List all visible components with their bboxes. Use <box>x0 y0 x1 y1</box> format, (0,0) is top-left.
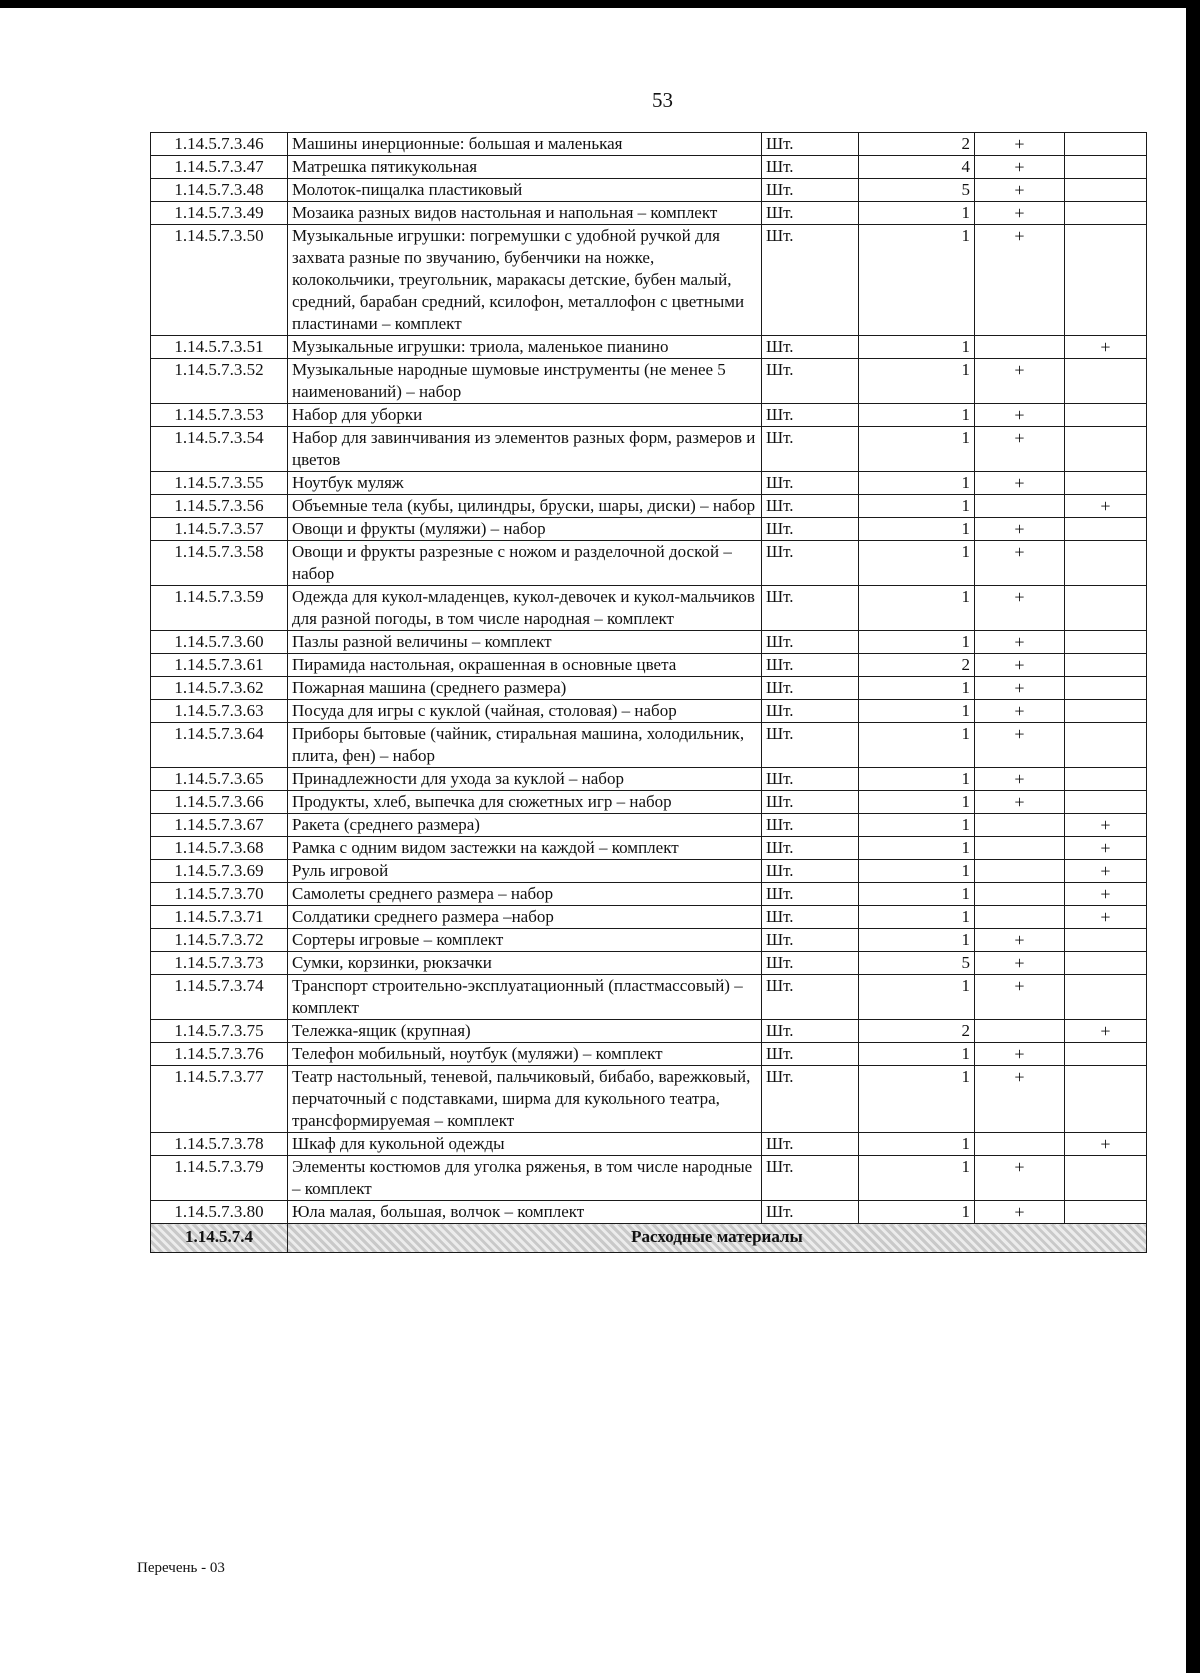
row-qty: 1 <box>859 202 975 225</box>
table-row <box>151 768 1147 791</box>
row-mark-2 <box>1065 427 1147 472</box>
table-row <box>151 541 1147 586</box>
section-title: Расходные материалы <box>288 1224 1147 1253</box>
row-unit: Шт. <box>762 225 859 336</box>
row-mark-2 <box>1065 1066 1147 1133</box>
row-name: Машины инерционные: большая и маленькая <box>288 133 762 156</box>
row-unit: Шт. <box>762 179 859 202</box>
row-name: Рамка с одним видом застежки на каждой – комплект <box>288 837 762 860</box>
row-mark-1: + <box>975 975 1065 1020</box>
row-name: Матрешка пятикукольная <box>288 156 762 179</box>
row-name: Набор для уборки <box>288 404 762 427</box>
row-mark-2 <box>1065 1201 1147 1224</box>
row-unit: Шт. <box>762 133 859 156</box>
row-qty: 1 <box>859 768 975 791</box>
row-qty: 1 <box>859 814 975 837</box>
row-mark-2 <box>1065 791 1147 814</box>
row-unit: Шт. <box>762 336 859 359</box>
row-code: 1.14.5.7.3.54 <box>151 427 288 472</box>
row-unit: Шт. <box>762 156 859 179</box>
table-row <box>151 700 1147 723</box>
row-unit: Шт. <box>762 1156 859 1201</box>
row-mark-2 <box>1065 472 1147 495</box>
row-unit: Шт. <box>762 814 859 837</box>
row-qty: 1 <box>859 336 975 359</box>
row-mark-2: + <box>1065 837 1147 860</box>
row-name: Посуда для игры с куклой (чайная, столовая) – набор <box>288 700 762 723</box>
row-mark-1: + <box>975 472 1065 495</box>
table-row <box>151 133 1147 156</box>
row-code: 1.14.5.7.3.50 <box>151 225 288 336</box>
row-name: Мозаика разных видов настольная и напольная – комплект <box>288 202 762 225</box>
table-row <box>151 495 1147 518</box>
row-mark-2 <box>1065 929 1147 952</box>
table-row <box>151 1201 1147 1224</box>
table-row <box>151 654 1147 677</box>
table-row <box>151 1066 1147 1133</box>
row-qty: 1 <box>859 975 975 1020</box>
row-unit: Шт. <box>762 837 859 860</box>
row-unit: Шт. <box>762 906 859 929</box>
row-mark-2 <box>1065 1043 1147 1066</box>
row-unit: Шт. <box>762 427 859 472</box>
row-qty: 5 <box>859 179 975 202</box>
table-row <box>151 1133 1147 1156</box>
table-row <box>151 677 1147 700</box>
scan-border-right <box>1186 0 1200 1673</box>
row-code: 1.14.5.7.3.65 <box>151 768 288 791</box>
row-name: Руль игровой <box>288 860 762 883</box>
row-mark-2 <box>1065 1156 1147 1201</box>
row-mark-2 <box>1065 518 1147 541</box>
row-qty: 1 <box>859 1201 975 1224</box>
row-code: 1.14.5.7.3.67 <box>151 814 288 837</box>
row-name: Самолеты среднего размера – набор <box>288 883 762 906</box>
row-qty: 1 <box>859 906 975 929</box>
table-row <box>151 1043 1147 1066</box>
row-mark-2 <box>1065 768 1147 791</box>
row-code: 1.14.5.7.3.80 <box>151 1201 288 1224</box>
table-row <box>151 225 1147 336</box>
row-mark-1: + <box>975 952 1065 975</box>
row-mark-1: + <box>975 768 1065 791</box>
row-unit: Шт. <box>762 791 859 814</box>
footer-label: Перечень - 03 <box>137 1560 225 1576</box>
row-mark-1: + <box>975 225 1065 336</box>
row-mark-2: + <box>1065 336 1147 359</box>
row-mark-2 <box>1065 723 1147 768</box>
table-body <box>151 133 1147 1224</box>
table-row <box>151 975 1147 1020</box>
row-mark-2 <box>1065 156 1147 179</box>
table-row <box>151 860 1147 883</box>
row-qty: 1 <box>859 1156 975 1201</box>
row-name: Овощи и фрукты разрезные с ножом и разделочной доской – набор <box>288 541 762 586</box>
row-code: 1.14.5.7.3.47 <box>151 156 288 179</box>
row-qty: 2 <box>859 1020 975 1043</box>
row-unit: Шт. <box>762 1020 859 1043</box>
row-name: Музыкальные игрушки: триола, маленькое пианино <box>288 336 762 359</box>
row-unit: Шт. <box>762 723 859 768</box>
row-mark-2: + <box>1065 860 1147 883</box>
row-qty: 1 <box>859 427 975 472</box>
row-qty: 1 <box>859 404 975 427</box>
row-unit: Шт. <box>762 541 859 586</box>
row-mark-1: + <box>975 156 1065 179</box>
row-qty: 4 <box>859 156 975 179</box>
section-row <box>151 1224 1147 1253</box>
row-name: Пожарная машина (среднего размера) <box>288 677 762 700</box>
row-name: Солдатики среднего размера –набор <box>288 906 762 929</box>
row-mark-1 <box>975 883 1065 906</box>
row-code: 1.14.5.7.3.66 <box>151 791 288 814</box>
row-code: 1.14.5.7.3.52 <box>151 359 288 404</box>
row-mark-1: + <box>975 133 1065 156</box>
row-mark-1 <box>975 906 1065 929</box>
table-row <box>151 837 1147 860</box>
row-code: 1.14.5.7.3.53 <box>151 404 288 427</box>
row-unit: Шт. <box>762 518 859 541</box>
row-qty: 5 <box>859 952 975 975</box>
row-unit: Шт. <box>762 202 859 225</box>
row-code: 1.14.5.7.3.69 <box>151 860 288 883</box>
row-code: 1.14.5.7.3.62 <box>151 677 288 700</box>
table-row <box>151 1156 1147 1201</box>
row-code: 1.14.5.7.3.63 <box>151 700 288 723</box>
row-qty: 1 <box>859 472 975 495</box>
row-mark-1: + <box>975 929 1065 952</box>
row-name: Пазлы разной величины – комплект <box>288 631 762 654</box>
table-row <box>151 156 1147 179</box>
row-qty: 2 <box>859 654 975 677</box>
row-mark-2 <box>1065 952 1147 975</box>
row-name: Овощи и фрукты (муляжи) – набор <box>288 518 762 541</box>
row-name: Ракета (среднего размера) <box>288 814 762 837</box>
row-unit: Шт. <box>762 495 859 518</box>
row-code: 1.14.5.7.3.76 <box>151 1043 288 1066</box>
row-mark-1 <box>975 1020 1065 1043</box>
row-unit: Шт. <box>762 929 859 952</box>
row-name: Набор для завинчивания из элементов разных форм, размеров и цветов <box>288 427 762 472</box>
row-qty: 1 <box>859 929 975 952</box>
row-name: Сортеры игровые – комплект <box>288 929 762 952</box>
row-qty: 1 <box>859 359 975 404</box>
row-code: 1.14.5.7.3.48 <box>151 179 288 202</box>
row-qty: 1 <box>859 677 975 700</box>
row-mark-2: + <box>1065 883 1147 906</box>
row-name: Приборы бытовые (чайник, стиральная машина, холодильник, плита, фен) – набор <box>288 723 762 768</box>
row-code: 1.14.5.7.3.72 <box>151 929 288 952</box>
row-unit: Шт. <box>762 359 859 404</box>
row-mark-2 <box>1065 179 1147 202</box>
row-qty: 1 <box>859 1133 975 1156</box>
row-qty: 1 <box>859 883 975 906</box>
row-mark-1: + <box>975 791 1065 814</box>
row-unit: Шт. <box>762 768 859 791</box>
row-code: 1.14.5.7.3.64 <box>151 723 288 768</box>
row-mark-1: + <box>975 654 1065 677</box>
table-row <box>151 631 1147 654</box>
row-name: Телефон мобильный, ноутбук (муляжи) – комплект <box>288 1043 762 1066</box>
table-row <box>151 359 1147 404</box>
row-name: Продукты, хлеб, выпечка для сюжетных игр – набор <box>288 791 762 814</box>
row-name: Элементы костюмов для уголка ряженья, в том числе народные – комплект <box>288 1156 762 1201</box>
table-row <box>151 929 1147 952</box>
row-unit: Шт. <box>762 677 859 700</box>
table-row <box>151 427 1147 472</box>
table-row <box>151 336 1147 359</box>
row-unit: Шт. <box>762 883 859 906</box>
row-code: 1.14.5.7.3.58 <box>151 541 288 586</box>
row-code: 1.14.5.7.3.56 <box>151 495 288 518</box>
row-mark-1: + <box>975 541 1065 586</box>
row-unit: Шт. <box>762 472 859 495</box>
row-mark-1: + <box>975 427 1065 472</box>
row-unit: Шт. <box>762 1133 859 1156</box>
row-code: 1.14.5.7.3.46 <box>151 133 288 156</box>
row-mark-1 <box>975 860 1065 883</box>
row-mark-2 <box>1065 975 1147 1020</box>
table-row <box>151 723 1147 768</box>
row-mark-1: + <box>975 700 1065 723</box>
row-code: 1.14.5.7.3.78 <box>151 1133 288 1156</box>
row-name: Одежда для кукол-младенцев, кукол-девочек и кукол-мальчиков для разной погоды, в том числе народная – комплект <box>288 586 762 631</box>
row-name: Театр настольный, теневой, пальчиковый, бибабо, варежковый, перчаточный с подставками, ширма для кукольного театра, трансформируемая – комплект <box>288 1066 762 1133</box>
row-name: Принадлежности для ухода за куклой – набор <box>288 768 762 791</box>
row-code: 1.14.5.7.3.68 <box>151 837 288 860</box>
row-qty: 1 <box>859 791 975 814</box>
table-row <box>151 404 1147 427</box>
row-code: 1.14.5.7.3.59 <box>151 586 288 631</box>
row-qty: 1 <box>859 225 975 336</box>
table-row <box>151 586 1147 631</box>
row-unit: Шт. <box>762 1201 859 1224</box>
row-code: 1.14.5.7.3.70 <box>151 883 288 906</box>
row-code: 1.14.5.7.3.49 <box>151 202 288 225</box>
table-row <box>151 1020 1147 1043</box>
row-qty: 1 <box>859 518 975 541</box>
row-mark-1: + <box>975 677 1065 700</box>
row-unit: Шт. <box>762 1043 859 1066</box>
row-qty: 1 <box>859 837 975 860</box>
table-row <box>151 791 1147 814</box>
row-qty: 2 <box>859 133 975 156</box>
row-mark-2: + <box>1065 906 1147 929</box>
row-code: 1.14.5.7.3.51 <box>151 336 288 359</box>
row-unit: Шт. <box>762 1066 859 1133</box>
row-code: 1.14.5.7.3.71 <box>151 906 288 929</box>
row-qty: 1 <box>859 860 975 883</box>
scan-border-top <box>0 0 1200 8</box>
row-name: Музыкальные игрушки: погремушки с удобной ручкой для захвата разные по звучанию, бубенчики на ножке, колокольчики, треугольник, маракасы детские, бубен малый, средний, барабан средний, ксилофон, металлофон с цветными пластинами – комплект <box>288 225 762 336</box>
section-code: 1.14.5.7.4 <box>151 1224 288 1253</box>
table-row <box>151 202 1147 225</box>
row-code: 1.14.5.7.3.77 <box>151 1066 288 1133</box>
table-row <box>151 883 1147 906</box>
row-name: Молоток-пищалка пластиковый <box>288 179 762 202</box>
row-qty: 1 <box>859 700 975 723</box>
row-unit: Шт. <box>762 631 859 654</box>
row-code: 1.14.5.7.3.75 <box>151 1020 288 1043</box>
row-name: Юла малая, большая, волчок – комплект <box>288 1201 762 1224</box>
row-code: 1.14.5.7.3.60 <box>151 631 288 654</box>
row-mark-2: + <box>1065 495 1147 518</box>
table-row <box>151 952 1147 975</box>
equipment-table <box>150 132 1147 1253</box>
row-mark-2 <box>1065 202 1147 225</box>
row-mark-1: + <box>975 179 1065 202</box>
row-mark-1: + <box>975 404 1065 427</box>
row-mark-2 <box>1065 677 1147 700</box>
row-mark-1 <box>975 1133 1065 1156</box>
row-mark-2 <box>1065 225 1147 336</box>
row-code: 1.14.5.7.3.79 <box>151 1156 288 1201</box>
row-mark-1: + <box>975 631 1065 654</box>
row-mark-1: + <box>975 518 1065 541</box>
row-qty: 1 <box>859 495 975 518</box>
row-mark-1: + <box>975 202 1065 225</box>
row-name: Пирамида настольная, окрашенная в основные цвета <box>288 654 762 677</box>
row-code: 1.14.5.7.3.73 <box>151 952 288 975</box>
row-name: Шкаф для кукольной одежды <box>288 1133 762 1156</box>
row-name: Ноутбук муляж <box>288 472 762 495</box>
row-code: 1.14.5.7.3.57 <box>151 518 288 541</box>
row-name: Музыкальные народные шумовые инструменты (не менее 5 наименований) – набор <box>288 359 762 404</box>
row-qty: 1 <box>859 1043 975 1066</box>
row-name: Объемные тела (кубы, цилиндры, бруски, шары, диски) – набор <box>288 495 762 518</box>
table-row <box>151 179 1147 202</box>
row-mark-2 <box>1065 359 1147 404</box>
row-code: 1.14.5.7.3.55 <box>151 472 288 495</box>
row-unit: Шт. <box>762 700 859 723</box>
row-code: 1.14.5.7.3.61 <box>151 654 288 677</box>
row-mark-2: + <box>1065 814 1147 837</box>
row-mark-2: + <box>1065 1133 1147 1156</box>
row-mark-1: + <box>975 1043 1065 1066</box>
row-qty: 1 <box>859 541 975 586</box>
row-mark-1: + <box>975 359 1065 404</box>
row-unit: Шт. <box>762 586 859 631</box>
table-row <box>151 518 1147 541</box>
row-mark-1: + <box>975 1156 1065 1201</box>
row-mark-2 <box>1065 133 1147 156</box>
row-mark-2 <box>1065 654 1147 677</box>
row-unit: Шт. <box>762 860 859 883</box>
row-name: Транспорт строительно-эксплуатационный (пластмассовый) – комплект <box>288 975 762 1020</box>
row-mark-1 <box>975 336 1065 359</box>
row-mark-1: + <box>975 723 1065 768</box>
row-unit: Шт. <box>762 975 859 1020</box>
page-number: 53 <box>652 88 673 112</box>
row-mark-2 <box>1065 541 1147 586</box>
row-unit: Шт. <box>762 952 859 975</box>
row-unit: Шт. <box>762 654 859 677</box>
row-name: Сумки, корзинки, рюкзачки <box>288 952 762 975</box>
row-mark-1 <box>975 495 1065 518</box>
row-mark-2 <box>1065 631 1147 654</box>
row-mark-1 <box>975 837 1065 860</box>
table-row <box>151 472 1147 495</box>
row-mark-2 <box>1065 404 1147 427</box>
row-mark-1: + <box>975 1201 1065 1224</box>
row-mark-1 <box>975 814 1065 837</box>
row-mark-2 <box>1065 586 1147 631</box>
table-row <box>151 814 1147 837</box>
row-qty: 1 <box>859 586 975 631</box>
row-code: 1.14.5.7.3.74 <box>151 975 288 1020</box>
table-row <box>151 906 1147 929</box>
row-mark-2: + <box>1065 1020 1147 1043</box>
row-name: Тележка-ящик (крупная) <box>288 1020 762 1043</box>
row-unit: Шт. <box>762 404 859 427</box>
row-mark-1: + <box>975 1066 1065 1133</box>
row-mark-2 <box>1065 700 1147 723</box>
row-qty: 1 <box>859 1066 975 1133</box>
row-mark-1: + <box>975 586 1065 631</box>
row-qty: 1 <box>859 723 975 768</box>
row-qty: 1 <box>859 631 975 654</box>
